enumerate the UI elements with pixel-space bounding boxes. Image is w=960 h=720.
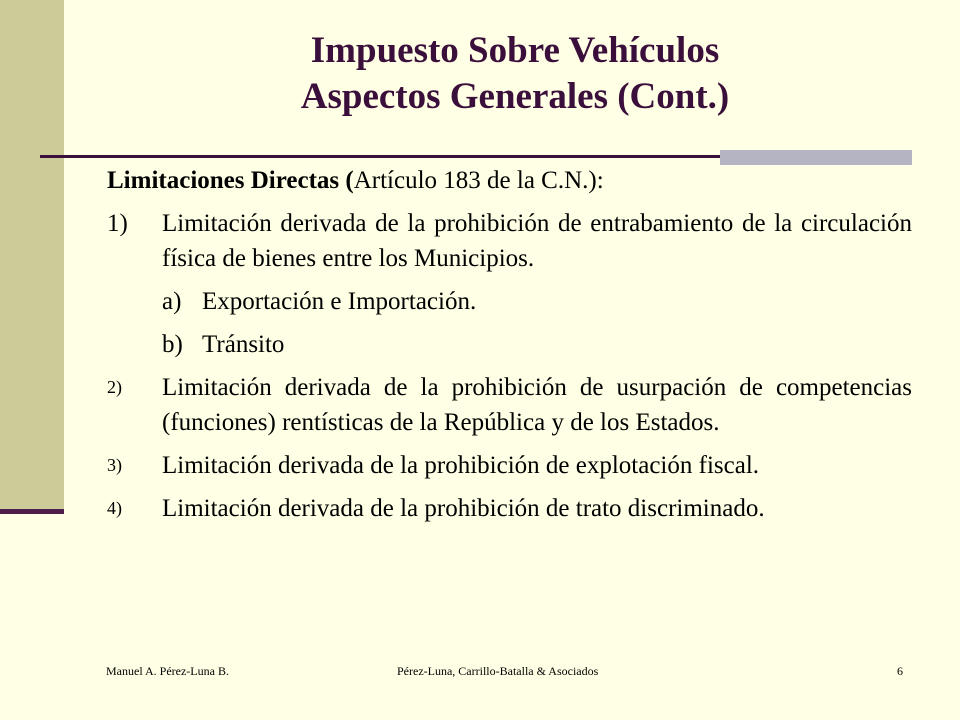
sub-item-letter: b) (162, 331, 183, 358)
item-text: Limitación derivada de la prohibición de usurpación de competencias (funciones) rentísticas de la República y de los Estados. (162, 374, 912, 436)
footer-author: Manuel A. Pérez-Luna B. (106, 664, 229, 678)
list-item-2 (107, 370, 912, 440)
item-number: 4) (107, 498, 122, 518)
item-text: Limitación derivada de la prohibición de entrabamiento de la circulación física de bienes entre los Municipios. (162, 210, 912, 272)
heading-rest: Artículo 183 de la C.N.): (353, 167, 604, 194)
sidebar-band (0, 0, 64, 512)
item-number: 1) (107, 210, 128, 237)
item-number: 3) (107, 455, 122, 475)
slide-content (107, 163, 912, 526)
item-text: Limitación derivada de la prohibición de explotación fiscal. (162, 452, 760, 479)
sub-item-a (162, 284, 912, 319)
sidebar-accent-bar (0, 509, 64, 514)
list-item-3 (107, 448, 912, 483)
item-text: Limitación derivada de la prohibición de trato discriminado. (162, 495, 765, 522)
list-item-4 (107, 491, 912, 526)
section-heading (107, 163, 912, 198)
title-line-1: Impuesto Sobre Vehículos (310, 30, 720, 71)
sub-item-text: Exportación e Importación. (202, 288, 477, 315)
footer-page-number: 6 (897, 664, 903, 678)
slide-title (110, 28, 920, 120)
sub-item-letter: a) (162, 288, 182, 315)
heading-bold: Limitaciones Directas ( (107, 167, 354, 194)
sub-item-b (162, 327, 912, 362)
sub-item-text: Tránsito (202, 331, 285, 358)
list-item-1 (107, 206, 912, 276)
item-number: 2) (107, 377, 122, 397)
title-line-2: Aspectos Generales (Cont.) (300, 76, 730, 117)
footer-firm: Pérez-Luna, Carrillo-Batalla & Asociados (397, 664, 599, 678)
